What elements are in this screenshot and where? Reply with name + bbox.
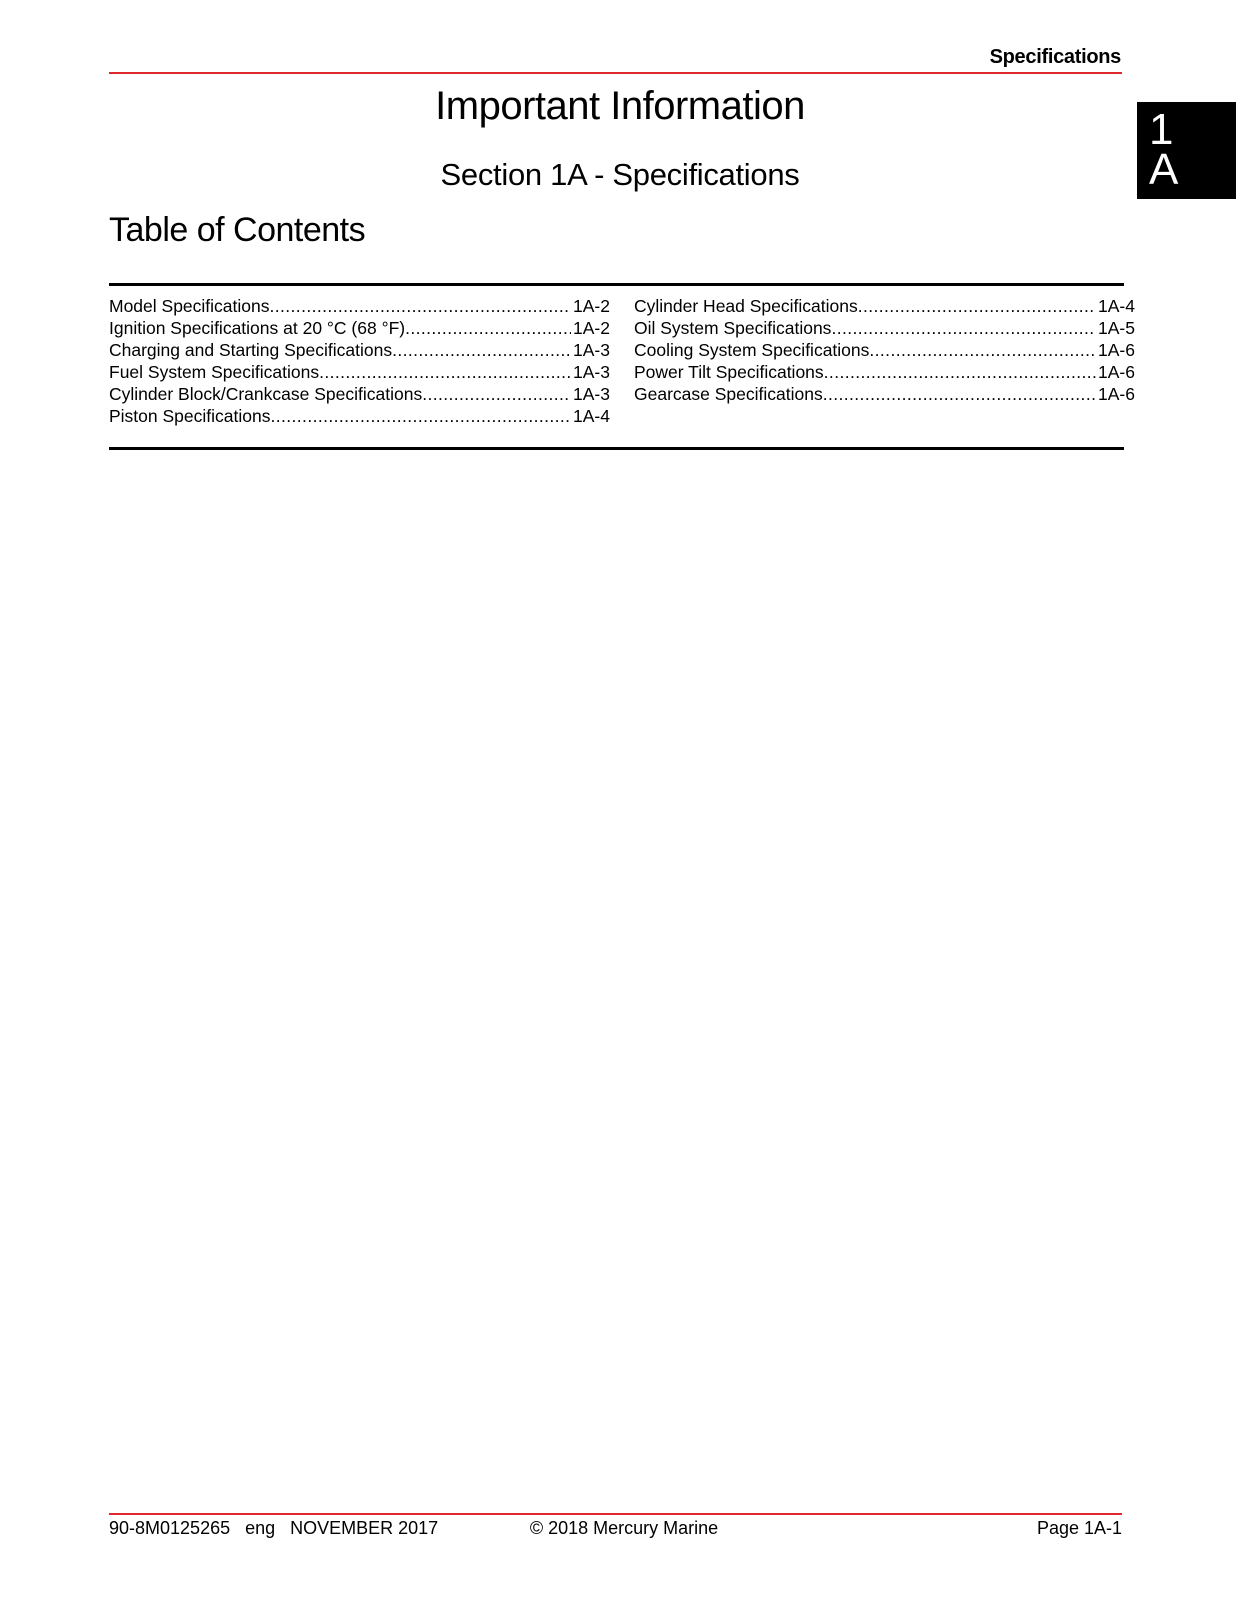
toc-leader-dots [869, 340, 1096, 361]
toc-leader-dots [392, 340, 571, 361]
toc-entry[interactable] [109, 340, 610, 362]
toc-entry-title: Cylinder Block/Crankcase Specifications [109, 384, 423, 404]
toc-entry[interactable] [634, 384, 1135, 406]
toc-bottom-rule [109, 447, 1124, 450]
document-title: Important Information [435, 84, 805, 128]
footer-page-number: Page 1A-1 [1036, 1518, 1122, 1538]
toc-top-rule [109, 283, 1124, 286]
toc-entry-title: Cylinder Head Specifications [634, 296, 858, 316]
toc-entry-page: 1A-4 [1098, 296, 1135, 316]
footer-copyright: © 2018 Mercury Marine [529, 1518, 719, 1538]
toc-entry[interactable] [634, 318, 1135, 340]
toc-entry-page: 1A-5 [1098, 318, 1135, 338]
toc-entry-page: 1A-2 [573, 296, 610, 316]
toc-entry[interactable] [109, 296, 610, 318]
toc-entry-title: Fuel System Specifications [109, 362, 320, 382]
tab-marker-letter: A [1149, 145, 1179, 194]
toc-entry-page: 1A-4 [573, 406, 610, 426]
toc-entry-title: Model Specifications [109, 296, 270, 316]
toc-entry[interactable] [634, 362, 1135, 384]
tab-marker-number: 1 [1149, 105, 1174, 154]
toc-entry-page: 1A-2 [573, 318, 610, 338]
header-section-label: Specifications [989, 46, 1121, 68]
toc-leader-dots [319, 362, 571, 383]
toc-entry-title: Charging and Starting Specifications [109, 340, 393, 360]
toc-entry-title: Gearcase Specifications [634, 384, 823, 404]
footer-rule [109, 1513, 1122, 1515]
toc-entry-title: Piston Specifications [109, 406, 271, 426]
toc-leader-dots [858, 296, 1096, 317]
toc-entry-title: Power Tilt Specifications [634, 362, 824, 382]
toc-entry[interactable] [634, 296, 1135, 318]
toc-leader-dots [270, 296, 572, 317]
toc-entry-title: Cooling System Specifications [634, 340, 870, 360]
toc-heading: Table of Contents [109, 211, 366, 249]
toc-entry-page: 1A-6 [1098, 340, 1135, 360]
toc-leader-dots [823, 384, 1096, 405]
toc-leader-dots [824, 362, 1096, 383]
toc-leader-dots [831, 318, 1096, 339]
toc-column-right [634, 296, 1135, 406]
toc-entry[interactable] [109, 318, 610, 340]
toc-entry-page: 1A-6 [1098, 384, 1135, 404]
toc-entry-page: 1A-6 [1098, 362, 1135, 382]
toc-leader-dots [405, 318, 571, 339]
toc-entry-page: 1A-3 [573, 362, 610, 382]
section-subtitle: Section 1A - Specifications [440, 157, 800, 192]
toc-entry[interactable] [109, 406, 610, 428]
toc-column-left [109, 296, 610, 428]
toc-entry-page: 1A-3 [573, 340, 610, 360]
toc-leader-dots [270, 406, 571, 427]
toc-entry-title: Ignition Specifications at 20 °C (68 °F) [109, 318, 406, 338]
toc-entry[interactable] [109, 384, 610, 406]
header-rule [109, 72, 1122, 74]
toc-entry-title: Oil System Specifications [634, 318, 832, 338]
toc-leader-dots [422, 384, 571, 405]
footer-doc-number: 90-8M0125265 eng NOVEMBER 2017 [109, 1518, 439, 1538]
toc-entry[interactable] [634, 340, 1135, 362]
toc-entry-page: 1A-3 [573, 384, 610, 404]
toc-entry[interactable] [109, 362, 610, 384]
